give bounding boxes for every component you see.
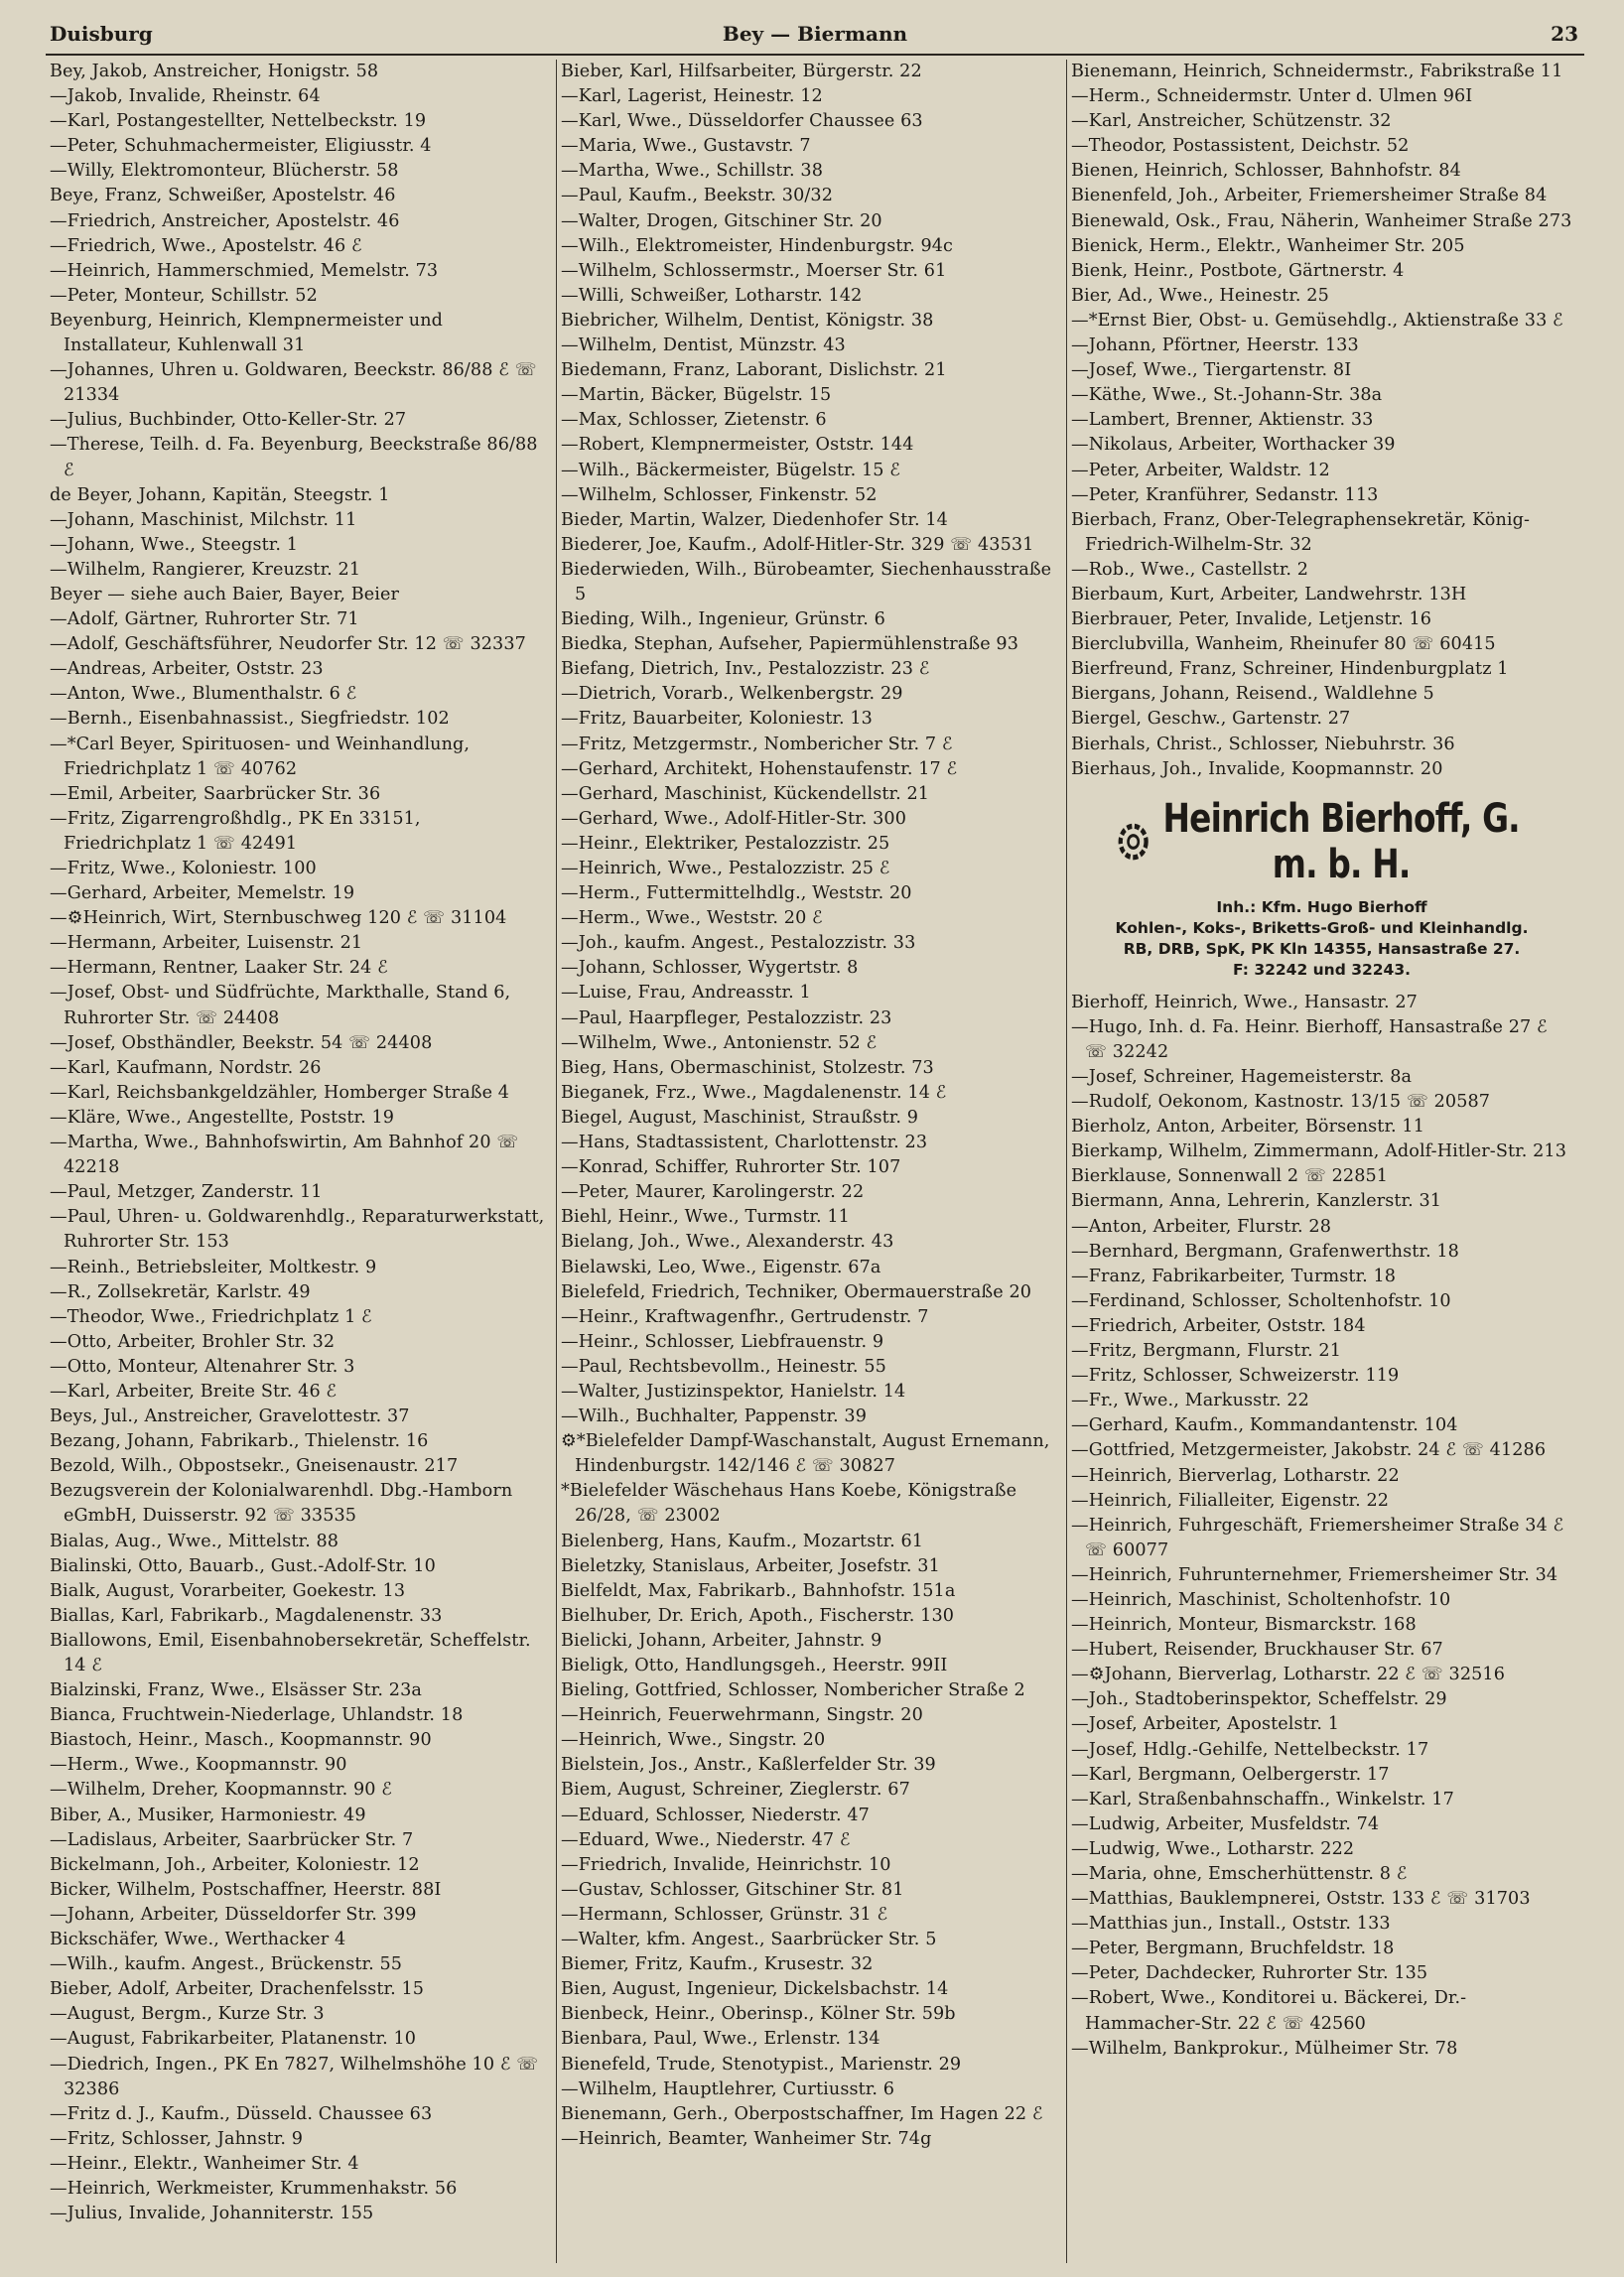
- directory-entry: —Willy, Elektromonteur, Blücherstr. 58: [50, 161, 399, 182]
- directory-entry: Bezang, Johann, Fabrikarb., Thielenstr. 16: [50, 1431, 429, 1452]
- directory-entry: —Johann, Schlosser, Wygertstr. 8: [561, 958, 859, 979]
- directory-entry: Biem, August, Schreiner, Zieglerstr. 67: [561, 1780, 910, 1801]
- directory-entry: Biemer, Fritz, Kaufm., Krusestr. 32: [561, 1954, 874, 1975]
- directory-entry: —Heinrich, Monteur, Bismarckstr. 168: [1071, 1615, 1417, 1636]
- directory-entry: Biedka, Stephan, Aufseher, Papiermühlenstraße 93: [561, 634, 1018, 655]
- directory-entry: —Emil, Arbeiter, Saarbrücker Str. 36: [50, 783, 381, 804]
- directory-entry: Bezold, Wilh., Obpostsekr., Gneisenaustr. 217: [50, 1456, 459, 1477]
- directory-entry: —Paul, Kaufm., Beekstr. 30/32: [561, 186, 833, 206]
- directory-entry: —Peter, Schuhmachermeister, Eligiusstr. 4: [50, 136, 432, 157]
- directory-entry: Beye, Franz, Schweißer, Apostelstr. 46: [50, 186, 396, 206]
- advert-phone: F: 32242 und 32243.: [1232, 960, 1412, 979]
- directory-entry: —Matthias, Bauklempnerei, Oststr. 133 ℰ ☏ 31703: [1071, 1889, 1531, 1910]
- directory-entry: —Paul, Uhren- u. Goldwarenhdlg., Reparaturwerkstatt, Ruhrorter Str. 153: [50, 1207, 545, 1253]
- directory-entry: Bierhaus, Joh., Invalide, Koopmannstr. 20: [1071, 758, 1443, 779]
- directory-entry: —Theodor, Postassistent, Deichstr. 52: [1071, 136, 1410, 157]
- directory-entry: Bierbrauer, Peter, Invalide, Letjenstr. 16: [1071, 609, 1432, 630]
- directory-entry: Bieligk, Otto, Handlungsgeh., Heerstr. 99II: [561, 1656, 948, 1675]
- directory-entry: —Friedrich, Wwe., Apostelstr. 46 ℰ: [50, 235, 362, 256]
- directory-entry: —Paul, Metzger, Zanderstr. 11: [50, 1182, 323, 1203]
- directory-entry: —Heinrich, Filialleiter, Eigenstr. 22: [1071, 1490, 1390, 1511]
- directory-entry: —Adolf, Gärtner, Ruhrorter Str. 71: [50, 609, 359, 630]
- directory-entry: —Heinrich, Fuhrgeschäft, Friemersheimer Straße 34 ℰ ☏ 60077: [1071, 1515, 1564, 1560]
- page-header: [46, 14, 1584, 56]
- directory-entry: —Joh., kaufm. Angest., Pestalozzistr. 33: [561, 933, 916, 954]
- directory-entry: Bielefeld, Friedrich, Techniker, Obermauerstraße 20: [561, 1281, 1032, 1302]
- directory-entry: —Wilhelm, Wwe., Antonienstr. 52 ℰ: [561, 1032, 878, 1053]
- directory-entry: Bierhoff, Heinrich, Wwe., Hansastr. 27: [1071, 992, 1418, 1012]
- directory-entry: Beyer — siehe auch Baier, Bayer, Beier: [50, 584, 400, 604]
- directory-entry: Bierkamp, Wilhelm, Zimmermann, Adolf-Hitler-Str. 213: [1071, 1141, 1567, 1162]
- directory-entry: Bialinski, Otto, Bauarb., Gust.-Adolf-Str. 10: [50, 1555, 436, 1576]
- directory-entry: Bielenberg, Hans, Kaufm., Mozartstr. 61: [561, 1531, 924, 1551]
- directory-entry: —Karl, Bergmann, Oelbergerstr. 17: [1071, 1764, 1390, 1785]
- directory-entry: —Andreas, Arbeiter, Oststr. 23: [50, 659, 324, 680]
- directory-entry: —Dietrich, Vorarb., Welkenbergstr. 29: [561, 684, 903, 705]
- bierhoff-advertisement: [1071, 796, 1572, 981]
- directory-entry: —Friedrich, Anstreicher, Apostelstr. 46: [50, 210, 400, 231]
- directory-entry: Biber, A., Musiker, Harmoniestr. 49: [50, 1805, 366, 1825]
- directory-entry: Bierbach, Franz, Ober-Telegraphensekretär, König-Friedrich-Wilhelm-Str. 32: [1071, 509, 1531, 555]
- directory-entry: —Bernhard, Bergmann, Grafenwerthstr. 18: [1071, 1241, 1459, 1262]
- columns: [46, 60, 1584, 2263]
- header-city: Duisburg: [50, 22, 153, 46]
- advert-business: Kohlen-, Koks-, Briketts-Groß- und Kleinhandlg.: [1115, 918, 1529, 937]
- directory-entry: —Julius, Buchbinder, Otto-Keller-Str. 27: [50, 410, 407, 431]
- column-3-bottom: [1071, 991, 1572, 2062]
- directory-entry: —Wilh., Bäckermeister, Bügelstr. 15 ℰ: [561, 460, 901, 480]
- directory-entry: —Heinrich, Maschinist, Scholtenhofstr. 10: [1071, 1589, 1451, 1610]
- directory-entry: —Peter, Maurer, Karolingerstr. 22: [561, 1182, 865, 1203]
- directory-entry: Bienewald, Osk., Frau, Näherin, Wanheimer Straße 273: [1071, 210, 1572, 231]
- directory-entry: Bierklause, Sonnenwall 2 ☏ 22851: [1071, 1166, 1389, 1187]
- directory-entry: —Willi, Schweißer, Lotharstr. 142: [561, 285, 863, 306]
- directory-entry: —Fritz, Wwe., Koloniestr. 100: [50, 859, 317, 878]
- directory-entry: ⚙*Bielefelder Dampf-Waschanstalt, August Ernemann, Hindenburgstr. 142/146 ℰ ☏ 30827: [561, 1431, 1050, 1477]
- directory-entry: Bienbeck, Heinr., Oberinsp., Kölner Str. 59b: [561, 2004, 956, 2025]
- header-range: Bey — Biermann: [722, 22, 908, 46]
- directory-entry: —Wilhelm, Schlosser, Finkenstr. 52: [561, 484, 878, 505]
- directory-entry: Bien, August, Ingenieur, Dickelsbachstr. 14: [561, 1979, 949, 2000]
- directory-entry: —Johannes, Uhren u. Goldwaren, Beeckstr. 86/88 ℰ ☏ 21334: [50, 360, 537, 406]
- directory-entry: —Walter, Drogen, Gitschiner Str. 20: [561, 210, 882, 231]
- directory-entry: —Heinr., Kraftwagenfhr., Gertrudenstr. 7: [561, 1306, 929, 1327]
- directory-entry: —Herm., Wwe., Weststr. 20 ℰ: [561, 908, 823, 929]
- directory-entry: Bieber, Karl, Hilfsarbeiter, Bürgerstr. 22: [561, 62, 922, 81]
- directory-entry: —August, Bergm., Kurze Str. 3: [50, 2004, 325, 2025]
- directory-entry: —Peter, Dachdecker, Ruhrorter Str. 135: [1071, 1963, 1428, 1984]
- company-logo-icon: [1116, 821, 1150, 863]
- directory-entry: —Josef, Obst- und Südfrüchte, Markthalle, Stand 6, Ruhrorter Str. ☏ 24408: [50, 983, 511, 1028]
- directory-entry: —⚙Heinrich, Wirt, Sternbuschweg 120 ℰ ☏ 31104: [50, 908, 507, 929]
- directory-entry: —Hermann, Schlosser, Grünstr. 31 ℰ: [561, 1904, 888, 1925]
- directory-entry: Bieding, Wilh., Ingenieur, Grünstr. 6: [561, 609, 885, 630]
- directory-entry: Bienefeld, Trude, Stenotypist., Marienstr. 29: [561, 2054, 962, 2075]
- directory-entry: Bierhals, Christ., Schlosser, Niebuhrstr. 36: [1071, 734, 1455, 754]
- advert-title: Heinrich Bierhoff, G. m. b. H.: [1162, 795, 1520, 887]
- directory-entry: —Hermann, Arbeiter, Luisenstr. 21: [50, 933, 363, 954]
- directory-entry: —Wilhelm, Hauptlehrer, Curtiusstr. 6: [561, 2078, 895, 2099]
- directory-entry: —Friedrich, Arbeiter, Oststr. 184: [1071, 1315, 1366, 1336]
- directory-entry: Bieganek, Frz., Wwe., Magdalenenstr. 14 ℰ: [561, 1082, 947, 1103]
- directory-entry: —Heinrich, Beamter, Wanheimer Str. 74g: [561, 2128, 932, 2149]
- directory-entry: Bialk, August, Vorarbeiter, Goekestr. 13: [50, 1580, 406, 1601]
- directory-entry: —Lambert, Brenner, Aktienstr. 33: [1071, 410, 1374, 431]
- directory-entry: Beys, Jul., Anstreicher, Gravelottestr. 37: [50, 1406, 410, 1427]
- directory-entry: —Martin, Bäcker, Bügelstr. 15: [561, 385, 832, 406]
- directory-entry: *Bielefelder Wäschehaus Hans Koebe, Königstraße 26/28, ☏ 23002: [561, 1481, 1017, 1527]
- directory-entry: —Heinrich, Wwe., Pestalozzistr. 25 ℰ: [561, 859, 890, 878]
- directory-entry: —Gerhard, Kaufm., Kommandantenstr. 104: [1071, 1415, 1458, 1436]
- directory-entry: Bielstein, Jos., Anstr., Kaßlerfelder Str. 39: [561, 1755, 936, 1776]
- directory-entry: —Eduard, Wwe., Niederstr. 47 ℰ: [561, 1829, 851, 1850]
- directory-entry: —Josef, Obsthändler, Beekstr. 54 ☏ 24408: [50, 1032, 433, 1053]
- directory-entry: —Paul, Haarpfleger, Pestalozzistr. 23: [561, 1007, 892, 1028]
- directory-entry: —Ludwig, Wwe., Lotharstr. 222: [1071, 1838, 1355, 1859]
- directory-entry: —Hermann, Rentner, Laaker Str. 24 ℰ: [50, 958, 388, 979]
- directory-entry: Bienen, Heinrich, Schlosser, Bahnhofstr. 84: [1071, 161, 1461, 182]
- directory-entry: Biederwieden, Wilh., Bürobeamter, Siechenhausstraße 5: [561, 559, 1052, 604]
- directory-entry: Bicker, Wilhelm, Postschaffner, Heerstr. 88I: [50, 1879, 442, 1900]
- directory-entry: —Reinh., Betriebsleiter, Moltkestr. 9: [50, 1257, 377, 1277]
- directory-entry: Biefang, Dietrich, Inv., Pestalozzistr. 23 ℰ: [561, 659, 930, 680]
- directory-entry: Bielicki, Johann, Arbeiter, Jahnstr. 9: [561, 1630, 882, 1651]
- directory-entry: Bierclubvilla, Wanheim, Rheinufer 80 ☏ 60415: [1071, 634, 1496, 655]
- directory-entry: —Konrad, Schiffer, Ruhrorter Str. 107: [561, 1157, 901, 1178]
- directory-entry: —Gerhard, Wwe., Adolf-Hitler-Str. 300: [561, 808, 906, 829]
- directory-entry: —Theodor, Wwe., Friedrichplatz 1 ℰ: [50, 1306, 372, 1327]
- directory-entry: —Ferdinand, Schlosser, Scholtenhofstr. 10: [1071, 1290, 1451, 1311]
- advert-accounts: RB, DRB, SpK, PK Kln 14355, Hansastraße 27.: [1123, 939, 1521, 958]
- directory-entry: Bielfeldt, Max, Fabrikarb., Bahnhofstr. 151a: [561, 1580, 956, 1601]
- directory-entry: Bieletzky, Stanislaus, Arbeiter, Josefstr. 31: [561, 1555, 940, 1576]
- directory-entry: —Hans, Stadtassistent, Charlottenstr. 23: [561, 1133, 928, 1153]
- directory-entry: —Karl, Arbeiter, Breite Str. 46 ℰ: [50, 1381, 338, 1402]
- directory-entry: —Friedrich, Invalide, Heinrichstr. 10: [561, 1854, 891, 1875]
- directory-entry: Biehl, Heinr., Wwe., Turmstr. 11: [561, 1207, 850, 1228]
- directory-entry: —Nikolaus, Arbeiter, Worthacker 39: [1071, 435, 1396, 456]
- directory-entry: —Peter, Bergmann, Bruchfeldstr. 18: [1071, 1939, 1395, 1959]
- directory-entry: —Bernh., Eisenbahnassist., Siegfriedstr. 102: [50, 709, 450, 730]
- advert-owner: Inh.: Kfm. Hugo Bierhoff: [1216, 897, 1427, 916]
- directory-entry: —Heinrich, Feuerwehrmann, Singstr. 20: [561, 1705, 923, 1726]
- directory-entry: —Otto, Arbeiter, Brohler Str. 32: [50, 1331, 336, 1352]
- directory-entry: —Robert, Wwe., Konditorei u. Bäckerei, Dr.-Hammacher-Str. 22 ℰ ☏ 42560: [1071, 1988, 1467, 2034]
- directory-entry: —Matthias jun., Install., Oststr. 133: [1071, 1914, 1391, 1935]
- directory-entry: —Wilhelm, Schlossermstr., Moerser Str. 61: [561, 260, 947, 281]
- directory-entry: —Wilhelm, Rangierer, Kreuzstr. 21: [50, 559, 361, 580]
- directory-entry: —Wilhelm, Dentist, Münzstr. 43: [561, 335, 846, 356]
- directory-entry: Biallowons, Emil, Eisenbahnobersekretär, Scheffelstr. 14 ℰ: [50, 1630, 531, 1675]
- directory-entry: Biedemann, Franz, Laborant, Dislichstr. 21: [561, 360, 947, 381]
- directory-entry: —Fr., Wwe., Markusstr. 22: [1071, 1391, 1309, 1411]
- directory-entry: Bienick, Herm., Elektr., Wanheimer Str. 205: [1071, 235, 1465, 256]
- directory-entry: —Gerhard, Arbeiter, Memelstr. 19: [50, 883, 355, 904]
- column-3: [1066, 60, 1576, 2263]
- directory-entry: Bieder, Martin, Walzer, Diedenhofer Str. 14: [561, 509, 948, 530]
- directory-entry: Biallas, Karl, Fabrikarb., Magdalenenstr. 33: [50, 1605, 443, 1626]
- directory-entry: —Julius, Invalide, Johanniterstr. 155: [50, 2204, 374, 2224]
- directory-entry: —Heinrich, Fuhrunternehmer, Friemersheimer Str. 34: [1071, 1564, 1558, 1585]
- directory-entry: Beyenburg, Heinrich, Klempnermeister und Installateur, Kuhlenwall 31: [50, 310, 444, 356]
- directory-entry: Biermann, Anna, Lehrerin, Kanzlerstr. 31: [1071, 1191, 1442, 1212]
- directory-entry: Biastoch, Heinr., Masch., Koopmannstr. 90: [50, 1730, 432, 1751]
- directory-entry: —Käthe, Wwe., St.-Johann-Str. 38a: [1071, 385, 1383, 406]
- directory-entry: —Karl, Lagerist, Heinestr. 12: [561, 86, 823, 107]
- directory-entry: —⚙Johann, Bierverlag, Lotharstr. 22 ℰ ☏ 32516: [1071, 1665, 1506, 1685]
- directory-entry: —Heinr., Elektr., Wanheimer Str. 4: [50, 2153, 359, 2174]
- directory-entry: Bielang, Joh., Wwe., Alexanderstr. 43: [561, 1232, 894, 1253]
- directory-entry: Bienemann, Gerh., Oberpostschaffner, Im Hagen 22 ℰ: [561, 2103, 1043, 2124]
- directory-entry: —Rudolf, Oekonom, Kastnostr. 13/15 ☏ 20587: [1071, 1092, 1491, 1113]
- directory-entry: de Beyer, Johann, Kapitän, Steegstr. 1: [50, 484, 390, 505]
- directory-entry: —Fritz, Bauarbeiter, Koloniestr. 13: [561, 709, 873, 730]
- directory-entry: —Karl, Straßenbahnschaffn., Winkelstr. 17: [1071, 1789, 1454, 1809]
- directory-entry: Bienbara, Paul, Wwe., Erlenstr. 134: [561, 2029, 880, 2050]
- directory-entry: —Peter, Arbeiter, Waldstr. 12: [1071, 460, 1330, 480]
- directory-entry: —Joh., Stadtoberinspektor, Scheffelstr. 29: [1071, 1689, 1447, 1710]
- directory-entry: —Wilhelm, Bankprokur., Mülheimer Str. 78: [1071, 2038, 1458, 2059]
- directory-entry: —Johann, Arbeiter, Düsseldorfer Str. 399: [50, 1904, 417, 1925]
- column-1: [46, 60, 556, 2263]
- directory-entry: —Herm., Futtermittelhdlg., Weststr. 20: [561, 883, 912, 904]
- directory-entry: —Heinrich, Hammerschmied, Memelstr. 73: [50, 260, 439, 281]
- directory-entry: —Luise, Frau, Andreasstr. 1: [561, 983, 811, 1004]
- directory-entry: —August, Fabrikarbeiter, Platanenstr. 10: [50, 2029, 417, 2050]
- directory-entry: —Jakob, Invalide, Rheinstr. 64: [50, 86, 321, 107]
- directory-entry: —Peter, Kranführer, Sedanstr. 113: [1071, 484, 1379, 505]
- directory-entry: —R., Zollsekretär, Karlstr. 49: [50, 1281, 311, 1302]
- directory-entry: —Hugo, Inh. d. Fa. Heinr. Bierhoff, Hansastraße 27 ℰ ☏ 32242: [1071, 1016, 1548, 1062]
- directory-entry: Bianca, Fruchtwein-Niederlage, Uhlandstr. 18: [50, 1705, 464, 1726]
- directory-entry: —*Carl Beyer, Spirituosen- und Weinhandlung, Friedrichplatz 1 ☏ 40762: [50, 734, 471, 779]
- directory-entry: Bienk, Heinr., Postbote, Gärtnerstr. 4: [1071, 260, 1405, 281]
- directory-entry: —Heinrich, Wwe., Singstr. 20: [561, 1730, 826, 1751]
- directory-entry: —Johann, Pförtner, Heerstr. 133: [1071, 335, 1359, 356]
- directory-entry: —Walter, Justizinspektor, Hanielstr. 14: [561, 1381, 906, 1402]
- directory-entry: Bickelmann, Joh., Arbeiter, Koloniestr. 12: [50, 1854, 420, 1875]
- directory-entry: —Maria, ohne, Emscherhüttenstr. 8 ℰ: [1071, 1864, 1408, 1884]
- directory-entry: —Eduard, Schlosser, Niederstr. 47: [561, 1805, 870, 1825]
- directory-entry: —Robert, Klempnermeister, Oststr. 144: [561, 435, 914, 456]
- directory-entry: —Karl, Reichsbankgeldzähler, Homberger Straße 4: [50, 1082, 510, 1103]
- directory-entry: —Otto, Monteur, Altenahrer Str. 3: [50, 1356, 355, 1377]
- directory-entry: —Franz, Fabrikarbeiter, Turmstr. 18: [1071, 1266, 1397, 1286]
- directory-entry: —Heinr., Elektriker, Pestalozzistr. 25: [561, 833, 890, 854]
- directory-entry: Bialzinski, Franz, Wwe., Elsässer Str. 23a: [50, 1680, 422, 1701]
- directory-entry: —Herm., Wwe., Koopmannstr. 90: [50, 1755, 347, 1776]
- directory-entry: —Heinr., Schlosser, Liebfrauenstr. 9: [561, 1331, 884, 1352]
- directory-entry: —Kläre, Wwe., Angestellte, Poststr. 19: [50, 1107, 395, 1128]
- directory-entry: —*Ernst Bier, Obst- u. Gemüsehdlg., Aktienstraße 33 ℰ: [1071, 310, 1563, 331]
- directory-entry: Biederer, Joe, Kaufm., Adolf-Hitler-Str. 329 ☏ 43531: [561, 534, 1034, 555]
- directory-entry: —Gerhard, Architekt, Hohenstaufenstr. 17 ℰ: [561, 758, 958, 779]
- directory-entry: Bier, Ad., Wwe., Heinestr. 25: [1071, 285, 1329, 306]
- directory-entry: —Hubert, Reisender, Bruckhauser Str. 67: [1071, 1640, 1443, 1661]
- directory-entry: —Wilh., kaufm. Angest., Brückenstr. 55: [50, 1954, 403, 1975]
- directory-entry: —Wilh., Buchhalter, Pappenstr. 39: [561, 1406, 868, 1427]
- column-2: [556, 60, 1066, 2263]
- directory-entry: —Gerhard, Maschinist, Kückendellstr. 21: [561, 783, 930, 804]
- directory-entry: —Josef, Schreiner, Hagemeisterstr. 8a: [1071, 1067, 1413, 1087]
- directory-entry: —Ladislaus, Arbeiter, Saarbrücker Str. 7: [50, 1829, 414, 1850]
- directory-entry: —Heinrich, Werkmeister, Krummenhakstr. 56: [50, 2178, 458, 2199]
- page-number: 23: [1551, 22, 1578, 46]
- directory-entry: Bickschäfer, Wwe., Werthacker 4: [50, 1930, 346, 1950]
- directory-entry: —Martha, Wwe., Bahnhofswirtin, Am Bahnhof 20 ☏ 42218: [50, 1133, 519, 1178]
- directory-entry: —Karl, Postangestellter, Nettelbeckstr. 19: [50, 111, 427, 132]
- directory-entry: —Anton, Wwe., Blumenthalstr. 6 ℰ: [50, 684, 357, 705]
- directory-entry: —Josef, Wwe., Tiergartenstr. 8I: [1071, 360, 1352, 381]
- directory-entry: Bialas, Aug., Wwe., Mittelstr. 88: [50, 1531, 339, 1551]
- directory-entry: —Adolf, Geschäftsführer, Neudorfer Str. 12 ☏ 32337: [50, 634, 526, 655]
- directory-entry: —Fritz d. J., Kaufm., Düsseld. Chaussee 63: [50, 2103, 433, 2124]
- directory-entry: —Fritz, Schlosser, Schweizerstr. 119: [1071, 1366, 1400, 1387]
- directory-entry: Biergans, Johann, Reisend., Waldlehne 5: [1071, 684, 1434, 705]
- directory-entry: —Josef, Hdlg.-Gehilfe, Nettelbeckstr. 17: [1071, 1739, 1429, 1760]
- directory-entry: Biegel, August, Maschinist, Straußstr. 9: [561, 1107, 919, 1128]
- directory-entry: —Karl, Anstreicher, Schützenstr. 32: [1071, 111, 1392, 132]
- directory-entry: —Peter, Monteur, Schillstr. 52: [50, 285, 318, 306]
- directory-entry: —Johann, Maschinist, Milchstr. 11: [50, 509, 357, 530]
- directory-entry: Bienemann, Heinrich, Schneidermstr., Fabrikstraße 11: [1071, 62, 1563, 81]
- directory-entry: —Josef, Arbeiter, Apostelstr. 1: [1071, 1714, 1340, 1735]
- directory-entry: —Gustav, Schlosser, Gitschiner Str. 81: [561, 1879, 904, 1900]
- directory-entry: Biebricher, Wilhelm, Dentist, Königstr. 38: [561, 310, 934, 331]
- directory-entry: Bezugsverein der Kolonialwarenhdl. Dbg.-Hamborn eGmbH, Duisserstr. 92 ☏ 33535: [50, 1481, 513, 1527]
- directory-entry: —Fritz, Zigarrengroßhdlg., PK En 33151, Friedrichplatz 1 ☏ 42491: [50, 808, 421, 854]
- directory-entry: —Anton, Arbeiter, Flurstr. 28: [1071, 1216, 1331, 1237]
- directory-entry: Bierfreund, Franz, Schreiner, Hindenburgplatz 1: [1071, 659, 1509, 680]
- directory-entry: —Maria, Wwe., Gustavstr. 7: [561, 136, 811, 157]
- column-3-top: [1071, 60, 1572, 782]
- directory-entry: —Fritz, Metzgermstr., Nombericher Str. 7 ℰ: [561, 734, 953, 754]
- directory-entry: —Heinrich, Bierverlag, Lotharstr. 22: [1071, 1465, 1400, 1486]
- directory-entry: —Rob., Wwe., Castellstr. 2: [1071, 559, 1309, 580]
- directory-entry: —Herm., Schneidermstr. Unter d. Ulmen 96I: [1071, 86, 1473, 107]
- directory-entry: —Diedrich, Ingen., PK En 7827, Wilhelmshöhe 10 ℰ ☏ 32386: [50, 2054, 539, 2099]
- directory-entry: —Karl, Wwe., Düsseldorfer Chaussee 63: [561, 111, 923, 132]
- directory-entry: —Martha, Wwe., Schillstr. 38: [561, 161, 823, 182]
- directory-entry: Biergel, Geschw., Gartenstr. 27: [1071, 709, 1351, 730]
- directory-entry: Bierholz, Anton, Arbeiter, Börsenstr. 11: [1071, 1117, 1425, 1138]
- directory-entry: —Fritz, Schlosser, Jahnstr. 9: [50, 2128, 304, 2149]
- directory-entry: Bielawski, Leo, Wwe., Eigenstr. 67a: [561, 1257, 881, 1277]
- directory-entry: —Paul, Rechtsbevollm., Heinestr. 55: [561, 1356, 886, 1377]
- directory-entry: —Walter, kfm. Angest., Saarbrücker Str. 5: [561, 1930, 937, 1950]
- directory-entry: Bieg, Hans, Obermaschinist, Stolzestr. 73: [561, 1057, 934, 1078]
- directory-entry: —Ludwig, Arbeiter, Musfeldstr. 74: [1071, 1813, 1380, 1834]
- directory-entry: Bey, Jakob, Anstreicher, Honigstr. 58: [50, 62, 379, 81]
- directory-entry: Bierbaum, Kurt, Arbeiter, Landwehrstr. 13H: [1071, 584, 1467, 604]
- directory-entry: —Johann, Wwe., Steegstr. 1: [50, 534, 299, 555]
- directory-entry: Bienenfeld, Joh., Arbeiter, Friemersheimer Straße 84: [1071, 186, 1548, 206]
- directory-entry: —Therese, Teilh. d. Fa. Beyenburg, Beeckstraße 86/88 ℰ: [50, 435, 538, 480]
- directory-entry: —Wilh., Elektromeister, Hindenburgstr. 94c: [561, 235, 954, 256]
- directory-entry: Bielhuber, Dr. Erich, Apoth., Fischerstr. 130: [561, 1605, 955, 1626]
- directory-entry: —Gottfried, Metzgermeister, Jakobstr. 24 ℰ ☏ 41286: [1071, 1440, 1547, 1461]
- directory-entry: —Fritz, Bergmann, Flurstr. 21: [1071, 1341, 1342, 1362]
- directory-entry: —Max, Schlosser, Zietenstr. 6: [561, 410, 827, 431]
- directory-entry: —Wilhelm, Dreher, Koopmannstr. 90 ℰ: [50, 1780, 393, 1801]
- directory-entry: Bieber, Adolf, Arbeiter, Drachenfelsstr. 15: [50, 1979, 425, 2000]
- directory-entry: —Karl, Kaufmann, Nordstr. 26: [50, 1057, 322, 1078]
- directory-entry: Bieling, Gottfried, Schlosser, Nombericher Straße 2: [561, 1680, 1025, 1701]
